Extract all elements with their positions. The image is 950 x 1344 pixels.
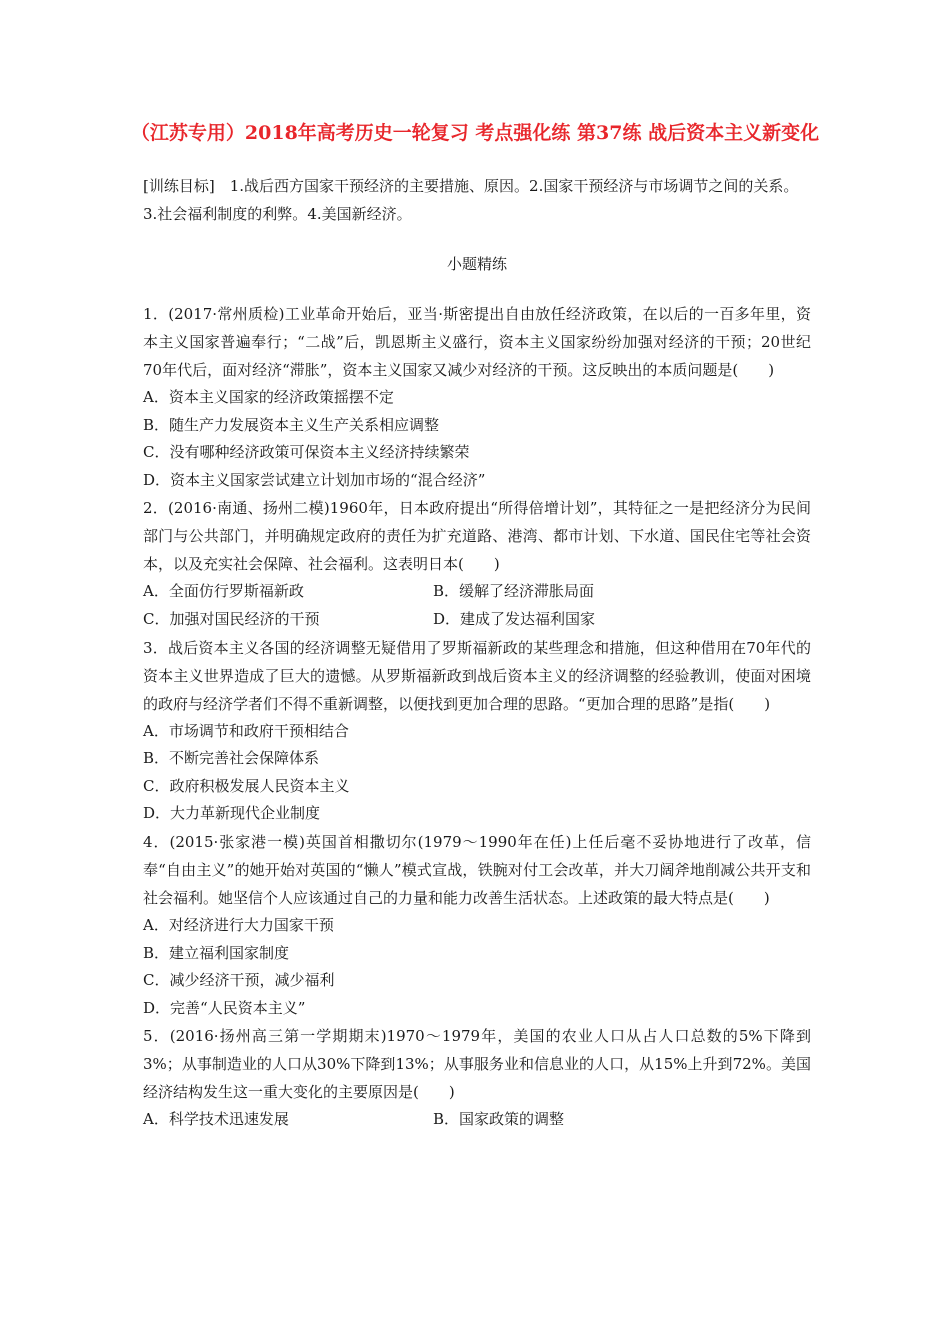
- question-stem: 3．战后资本主义各国的经济调整无疑借用了罗斯福新政的某些理念和措施，但这种借用在70年代的资本主义世界造成了巨大的遗憾。从罗斯福新政到战后资本主义的经济调整的经验教训，使面对困境的政府与经济学者们不得不重新调整，以便找到更加合理的思路。“更加合理的思路”是指( ): [143, 638, 811, 713]
- option-a: A．科学技术迅速发展: [143, 1110, 289, 1129]
- option-b: B．缓解了经济滞胀局面: [433, 582, 595, 601]
- question-1: [143, 300, 811, 494]
- question-stem: 4．(2015·张家港一模)英国首相撒切尔(1979～1990年在任)上任后毫不妥协地进行了改革，信奉“自由主义”的她开始对英国的“懒人”模式宣战，铁腕对付工会改革，并大刀阔斧地削减公共开支和社会福利。她坚信个人应该通过自己的力量和能力改善生活状态。上述政策的最大特点是( ): [143, 832, 811, 907]
- option-c: C．政府积极发展人民资本主义: [143, 776, 350, 795]
- option-c: C．加强对国民经济的干预: [143, 609, 320, 628]
- section-title: 小题精练: [446, 255, 507, 273]
- option-b: B．随生产力发展资本主义生产关系相应调整: [143, 415, 440, 434]
- option-d: D．资本主义国家尝试建立计划加市场的“混合经济”: [143, 470, 486, 489]
- option-b: B．不断完善社会保障体系: [143, 749, 320, 768]
- option-row: [143, 606, 811, 634]
- question-2: [143, 494, 811, 633]
- option-row: [143, 578, 811, 606]
- question-stem: 1．(2017·常州质检)工业革命开始后，亚当·斯密提出自由放任经济政策，在以后的一百多年里，资本主义国家普遍奉行；“二战”后，凯恩斯主义盛行，资本主义国家纷纷加强对经济的干预；20世纪70年代后，面对经济“滞胀”，资本主义国家又减少对经济的干预。这反映出的本质问题是( ): [143, 305, 811, 379]
- page-title: （江苏专用）2018年高考历史一轮复习 考点强化练 第37练 战后资本主义新变化: [130, 122, 820, 144]
- option-row: [143, 1106, 811, 1134]
- question-4: [143, 828, 811, 1022]
- training-goal-text: 1.战后西方国家干预经济的主要措施、原因。2.国家干预经济与市场调节之间的关系。3.社会福利制度的利弊。4.美国新经济。: [143, 177, 799, 223]
- option-a: A．对经济进行大力国家干预: [143, 915, 334, 934]
- option-d: D．建成了发达福利国家: [433, 609, 596, 628]
- option-a: A．全面仿行罗斯福新政: [143, 582, 304, 601]
- question-stem: 5．(2016·扬州高三第一学期期末)1970～1979年，美国的农业人口从占人口总数的5%下降到3%；从事制造业的人口从30%下降到13%；从事服务业和信息业的人口，从15%上升到72%。美国经济结构发生这一重大变化的主要原因是( ): [143, 1027, 811, 1102]
- training-goal-label: [训练目标]: [143, 177, 215, 195]
- option-c: C．减少经济干预，减少福利: [143, 971, 335, 990]
- option-d: D．完善“人民资本主义”: [143, 998, 306, 1017]
- option-a: A．市场调节和政府干预相结合: [143, 721, 349, 740]
- option-b: B．国家政策的调整: [433, 1110, 565, 1129]
- option-a: A．资本主义国家的经济政策摇摆不定: [143, 388, 394, 406]
- option-c: C．没有哪种经济政策可保资本主义经济持续繁荣: [143, 443, 470, 462]
- question-3: [143, 634, 811, 828]
- option-b: B．建立福利国家制度: [143, 943, 290, 962]
- option-d: D．大力革新现代企业制度: [143, 804, 321, 823]
- question-stem: 2．(2016·南通、扬州二模)1960年，日本政府提出“所得倍增计划”，其特征之一是把经济分为民间部门与公共部门，并明确规定政府的责任为扩充道路、港湾、都市计划、下水道、国民住宅等社会资本，以及充实社会保障、社会福利。这表明日本( ): [143, 499, 811, 574]
- question-5: [143, 1022, 811, 1134]
- question-list: [143, 300, 811, 1134]
- training-goal: [143, 172, 811, 228]
